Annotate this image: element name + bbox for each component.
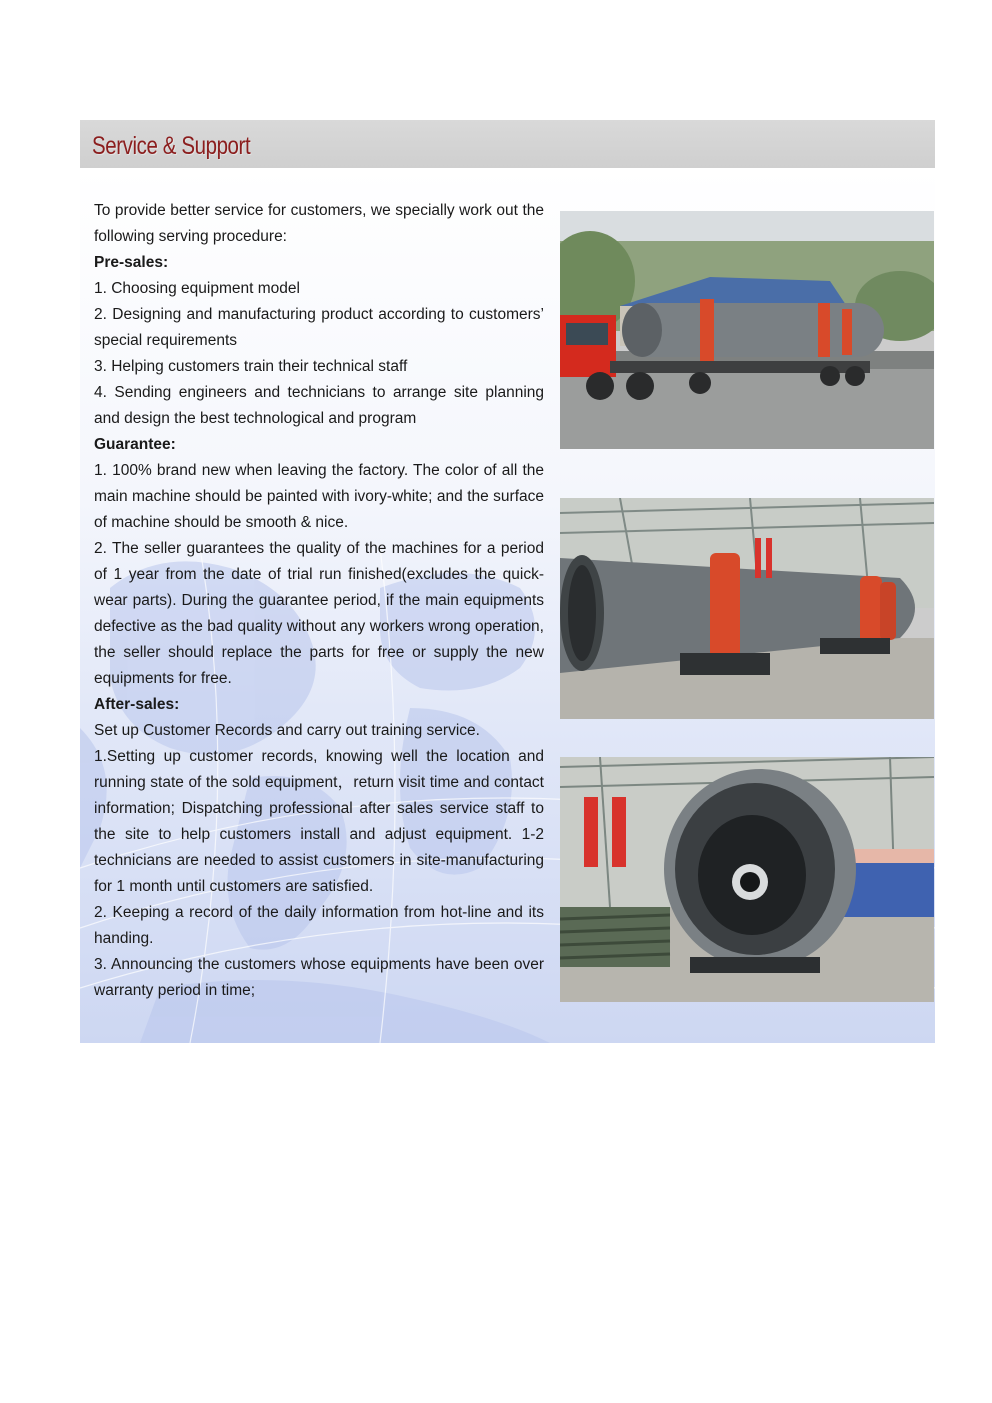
presales-item: 4. Sending engineers and technicians to arrange site planning and design the best technological and program: [94, 384, 544, 427]
aftersales-item: 3. Announcing the customers whose equipments have been over warranty period in time;: [94, 956, 544, 999]
aftersales-intro: Set up Customer Records and carry out training service.: [94, 722, 480, 739]
rotary-drum-end-view-photo: [560, 757, 934, 1002]
presales-item: 2. Designing and manufacturing product according to customers’ special requirements: [94, 306, 544, 349]
guarantee-item: 1. 100% brand new when leaving the factory. The color of all the main machine should be painted with ivory-white; and the surface of machine should be smooth & nice.: [94, 462, 544, 531]
aftersales-item: 2. Keeping a record of the daily information from hot-line and its handing.: [94, 904, 544, 947]
aftersales-item: 1.Setting up customer records, knowing well the location and running state of the sold equipment，return visit time and contact information; Dispatching professional after sales service staff to the site to help customers install and adjust equipment. 1-2 technicians are needed to assist customers in site-manufacturing for 1 month until customers are satisfied.: [94, 748, 544, 895]
content-panel: [80, 168, 935, 1043]
presales-item: 1. Choosing equipment model: [94, 280, 300, 297]
guarantee-item: 2. The seller guarantees the quality of the machines for a period of 1 year from the date of trial run finished(excludes the quick-wear parts). During the guarantee period, if the main equipments defective as the bad quality without any workers wrong operation, the seller should replace the parts for free or supply the new equipments for free.: [94, 540, 544, 687]
section-title: Service & Support: [92, 132, 251, 160]
aftersales-heading: After-sales:: [94, 696, 180, 713]
text-content: [94, 198, 544, 1004]
section-header-bar: [80, 120, 935, 168]
rotary-drum-on-truck-photo: [560, 211, 934, 449]
presales-heading: Pre-sales:: [94, 254, 169, 271]
intro-paragraph: To provide better service for customers, we specially work out the following serving procedure:: [94, 202, 544, 245]
rotary-drum-in-workshop-photo: [560, 498, 934, 719]
guarantee-heading: Guarantee:: [94, 436, 176, 453]
presales-item: 3. Helping customers train their technical staff: [94, 358, 408, 375]
